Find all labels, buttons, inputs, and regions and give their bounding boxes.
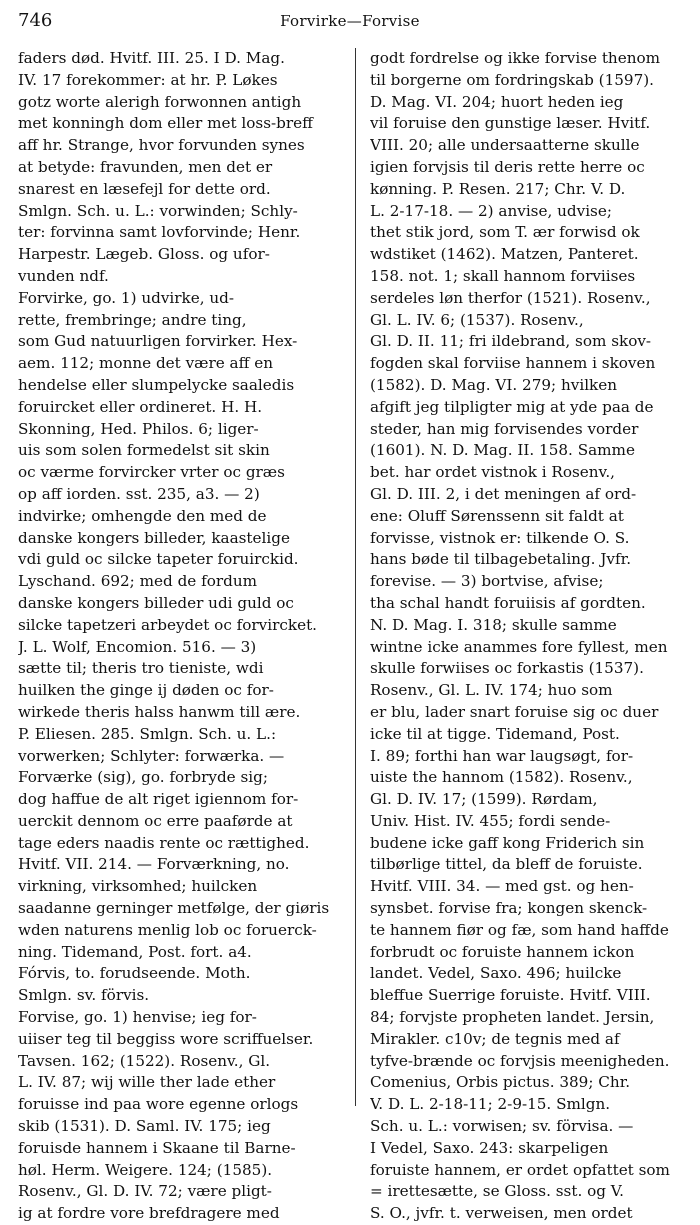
text-line: virkning, virksomhed; huilcken [18, 877, 258, 896]
text-line: igien forvjsis til deris rette herre oc [370, 157, 645, 176]
text-line: icke til at tigge. Tidemand, Post. [370, 724, 620, 743]
text-line: Hvitf. VIII. 34. — med gst. og hen- [370, 877, 634, 896]
right-column [370, 48, 684, 1225]
text-line: 84; forvjste propheten landet. Jersin, [370, 1008, 655, 1027]
text-line: silcke tapetzeri arbeydet oc forvircket. [18, 615, 318, 634]
text-line: S. O., jvfr. t. verweisen, men ordet [370, 1204, 633, 1223]
text-line: til borgerne om fordringskab (1597). [370, 70, 655, 89]
text-line: (1582). D. Mag. VI. 279; hvilken [370, 375, 618, 394]
running-head: Forvirke—Forvise [280, 12, 420, 30]
text-line: saadanne gerninger metfølge, der giøris [18, 899, 330, 918]
text-line: oc værme forvircker vrter oc græs [18, 463, 285, 482]
text-line: tilbørlige tittel, da bleff de foruiste. [370, 855, 643, 874]
text-line: snarest en læsefejl for dette ord. [18, 179, 271, 198]
text-line: I. 89; forthi han war laugsøgt, for- [370, 746, 634, 765]
text-line: te hannem fiør og fæ, som hand haffde [370, 920, 669, 939]
text-line: op aff iorden. sst. 235, a3. — 2) [18, 484, 260, 503]
text-line: Smlgn. sv. förvis. [18, 986, 150, 1005]
text-line: tage eders naadis rente oc rættighed. [18, 833, 310, 852]
text-line: uis som solen formedelst sit skin [18, 441, 270, 460]
text-line: ene: Oluff Sørenssenn sit faldt at [370, 506, 624, 525]
text-line: forevise. — 3) bortvise, afvise; [370, 572, 604, 591]
text-line: wirkede theris halss hanwm till ære. [18, 702, 301, 721]
text-line: forbrudt oc foruiste hannem ickon [370, 942, 635, 961]
text-line: rette, frembringe; andre ting, [18, 310, 247, 329]
text-line: ig at fordre vore brefdragere med [18, 1204, 280, 1223]
text-line: gotz worte alerigh forwonnen antigh [18, 92, 302, 111]
text-line: serdeles løn therfor (1521). Rosenv., [370, 288, 651, 307]
text-line: dog haffue de alt riget igiennom for- [18, 790, 299, 809]
text-line: Gl. L. IV. 6; (1537). Rosenv., [370, 310, 584, 329]
text-line: bleffue Suerrige foruiste. Hvitf. VIII. [370, 986, 651, 1005]
text-line: Tavsen. 162; (1522). Rosenv., Gl. [18, 1051, 271, 1070]
text-line: vdi guld oc silcke tapeter foruirckid. [18, 550, 299, 569]
text-line: Comenius, Orbis pictus. 389; Chr. [370, 1073, 631, 1092]
text-line: D. Mag. VI. 204; huort heden ieg [370, 92, 624, 111]
text-line: V. D. L. 2-18-11; 2-9-15. Smlgn. [370, 1095, 611, 1114]
text-line: skulle forwiises oc forkastis (1537). [370, 659, 644, 678]
text-line: ter: forvinna samt lovforvinde; Henr. [18, 223, 301, 242]
text-line: budene icke gaff kong Friderich sin [370, 833, 645, 852]
text-line: IV. 17 forekommer: at hr. P. Løkes [18, 70, 278, 89]
text-line: Gl. D. III. 2, i det meningen af ord- [370, 484, 637, 503]
text-line: steder, han mig forvisendes vorder [370, 419, 639, 438]
text-line: Forværke (sig), go. forbryde sig; [18, 768, 268, 787]
text-line: hans bøde til tilbagebetaling. Jvfr. [370, 550, 632, 569]
text-line: afgift jeg tilpligter mig at yde paa de [370, 397, 654, 416]
text-line: høl. Herm. Weigere. 124; (1585). [18, 1160, 273, 1179]
text-line: Mirakler. c10v; de tegnis med af [370, 1029, 620, 1048]
text-line: Smlgn. Sch. u. L.: vorwinden; Schly- [18, 201, 298, 220]
text-line: danske kongers billeder udi guld oc [18, 593, 294, 612]
text-line: = irettesætte, se Gloss. sst. og V. [370, 1182, 624, 1201]
text-line: Sch. u. L.: vorwisen; sv. förvisa. — [370, 1117, 634, 1136]
text-line: synsbet. forvise fra; kongen skenck- [370, 899, 648, 918]
column-rule [355, 48, 356, 1106]
text-line: Lyschand. 692; med de fordum [18, 572, 258, 591]
text-line: Gl. D. II. 11; fri ildebrand, som skov- [370, 332, 652, 351]
text-line: Forvise, go. 1) henvise; ieg for- [18, 1008, 257, 1027]
text-line: at betyde: fravunden, men det er [18, 157, 273, 176]
text-line: Forvirke, go. 1) udvirke, ud- [18, 288, 235, 307]
text-line: huilken the ginge ij døden oc for- [18, 681, 274, 700]
text-line: J. L. Wolf, Encomion. 516. — 3) [18, 637, 257, 656]
text-line: vorwerken; Schlyter: forwærka. — [18, 746, 285, 765]
text-line: met konningh dom eller met loss-breff [18, 114, 313, 133]
text-line: Skonning, Hed. Philos. 6; liger- [18, 419, 259, 438]
text-line: kønning. P. Resen. 217; Chr. V. D. [370, 179, 626, 198]
text-line: ning. Tidemand, Post. fort. a4. [18, 942, 252, 961]
text-line: indvirke; omhengde den med de [18, 506, 267, 525]
text-line: foruiste hannem, er ordet opfattet som [370, 1160, 670, 1179]
text-line: Hvitf. VII. 214. — Forværkning, no. [18, 855, 290, 874]
text-line: tyfve-brænde oc forvjsis meenigheden. [370, 1051, 670, 1070]
text-line: landet. Vedel, Saxo. 496; huilcke [370, 964, 622, 983]
text-line: foruisse ind paa wore egenne orlogs [18, 1095, 299, 1114]
text-line: wden naturens menlig lob oc foruerck- [18, 920, 317, 939]
text-line: (1601). N. D. Mag. II. 158. Samme [370, 441, 635, 460]
text-line: P. Eliesen. 285. Smlgn. Sch. u. L.: [18, 724, 277, 743]
left-column [18, 48, 330, 1225]
text-line: skib (1531). D. Saml. IV. 175; ieg [18, 1117, 271, 1136]
text-line: fogden skal forviise hannem i skoven [370, 354, 656, 373]
page-number: 746 [18, 10, 53, 31]
text-line: Univ. Hist. IV. 455; fordi sende- [370, 811, 611, 830]
text-line: er blu, lader snart foruise sig oc duer [370, 702, 659, 721]
text-line: 158. not. 1; skall hannom forviises [370, 266, 636, 285]
text-line: Rosenv., Gl. L. IV. 174; huo som [370, 681, 613, 700]
text-line: tha schal handt foruiisis af gordten. [370, 593, 646, 612]
text-line: aem. 112; monne det være aff en [18, 354, 273, 373]
text-line: Fórvis, to. forudseende. Moth. [18, 964, 251, 983]
text-line: vil foruise den gunstige læser. Hvitf. [370, 114, 651, 133]
text-line: I Vedel, Saxo. 243: skarpeligen [370, 1138, 609, 1157]
text-line: Rosenv., Gl. D. IV. 72; være pligt- [18, 1182, 272, 1201]
text-line: sætte til; theris tro tieniste, wdi [18, 659, 264, 678]
text-line: uiiser teg til beggiss wore scriffuelser. [18, 1029, 314, 1048]
text-line: wintne icke anammes fore fyllest, men [370, 637, 668, 656]
text-line: vunden ndf. [18, 266, 109, 285]
text-line: thet stik jord, som T. ær forwisd ok [370, 223, 640, 242]
text-line: godt fordrelse og ikke forvise thenom [370, 49, 661, 67]
text-line: uerckit dennom oc erre paaførde at [18, 811, 293, 830]
text-line: VIII. 20; alle undersaatterne skulle [370, 136, 640, 155]
text-line: som Gud natuurligen forvirker. Hex- [18, 332, 298, 351]
text-line: L. 2-17-18. — 2) anvise, udvise; [370, 201, 612, 220]
text-line: foruisde hannem i Skaane til Barne- [18, 1138, 296, 1157]
text-line: L. IV. 87; wij wille ther lade ether [18, 1073, 276, 1092]
text-line: hendelse eller slumpelycke saaledis [18, 375, 295, 394]
text-line: Harpestr. Lægeb. Gloss. og ufor- [18, 245, 270, 264]
text-line: aff hr. Strange, hvor forvunden synes [18, 136, 305, 155]
text-line: foruircket eller ordineret. H. H. [18, 397, 263, 416]
text-line: bet. har ordet vistnok i Rosenv., [370, 463, 615, 482]
text-line: Gl. D. IV. 17; (1599). Rørdam, [370, 790, 598, 809]
page-header [0, 0, 700, 40]
text-line: danske kongers billeder, kaastelige [18, 528, 290, 547]
text-line: N. D. Mag. I. 318; skulle samme [370, 615, 617, 634]
text-line: wdstiket (1462). Matzen, Panteret. [370, 245, 639, 264]
text-line: forvisse, vistnok er: tilkende O. S. [370, 528, 630, 547]
text-line: faders død. Hvitf. III. 25. I D. Mag. [18, 49, 285, 67]
text-line: uiste the hannom (1582). Rosenv., [370, 768, 633, 787]
